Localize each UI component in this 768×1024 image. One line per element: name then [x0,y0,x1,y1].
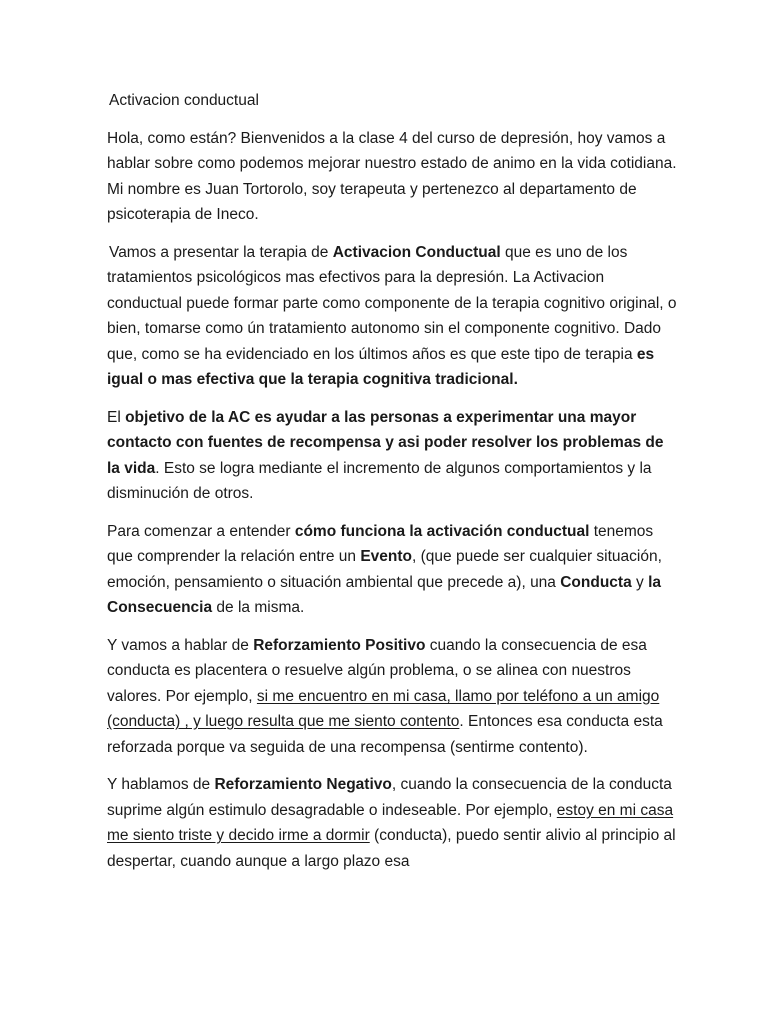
text: Y hablamos de [107,776,215,793]
bold-text: cómo funciona la activación conductual [294,522,590,540]
text: . Esto se logra mediante el incremento de algunos comportamientos y la disminución de otros. [107,459,652,502]
text: , (que puede ser cualquier situación, emoción, pensamiento o situación ambiental que precede a), una [107,548,662,591]
text: y [631,573,649,591]
paragraph-how-it-works [107,519,680,621]
paragraph-objective [107,405,680,507]
bold-text: es igual o mas efectiva que la terapia cognitiva tradicional. [107,345,655,388]
bold-text: Activacion Conductual [332,243,501,261]
text: Y vamos a hablar de [107,636,254,654]
bold-text: Conducta [560,573,632,591]
bold-text: la Consecuencia [107,573,662,616]
text: . Entonces esa conducta esta reforzada porque va seguida de una recompensa (sentirme contento). [107,713,663,756]
bold-text: Reforzamiento Negativo [214,776,392,793]
text: cuando la consecuencia de esa conducta es placentera o resuelve algún problema, o se alinea con nuestros valores. Por ejemplo, [107,636,647,705]
paragraph-positive-reinforcement [107,633,680,761]
text: Para comenzar a entender [107,522,295,540]
text: , cuando la consecuencia de la conducta suprime algún estimulo desagradable o indeseable. Por ejemplo, [107,776,672,819]
text: de la misma. [212,599,305,616]
bold-text: Evento [360,548,413,565]
bold-text: objetivo de la AC es ayudar a las personas a experimentar una mayor contacto con fuentes de recompensa y asi poder resolver los problemas de la vida [107,408,664,477]
paragraph-intro: Hola, como están? Bienvenidos a la clase 4 del curso de depresión, hoy vamos a hablar sobre como podemos mejorar nuestro estado de animo en la vida cotidiana. Mi nombre es Juan Tortorolo, soy terapeuta y pertenezco al departamento de psicoterapia de Ineco. [107,129,677,223]
text: (conducta), puedo sentir alivio al principio al despertar, cuando aunque a largo plazo esa [107,827,676,870]
text: Vamos a presentar la terapia de [109,243,333,261]
document-title: Activacion conductual [109,92,259,109]
underlined-example: estoy en mi casa me siento triste y decido irme a dormir [107,801,674,844]
underlined-example: si me encuentro en mi casa, llamo por teléfono a un amigo (conducta) , y luego resulta que me siento contento [107,687,660,730]
text: que es uno de los tratamientos psicológicos mas efectivos para la depresión. La Activacion conductual puede formar parte como componente de la terapia cognitivo original, o bien, tomarse como ún tratamiento autonomo sin el componente cognitivo. Dado que, como se ha evidenciado en los últimos años es que este tipo de terapia [107,243,677,363]
bold-text: Reforzamiento Positivo [253,636,426,654]
text: El [107,408,126,426]
text: tenemos que comprender la relación entre un [107,522,654,565]
paragraph-negative-reinforcement [107,772,680,874]
paragraph-therapy-intro [107,240,680,393]
